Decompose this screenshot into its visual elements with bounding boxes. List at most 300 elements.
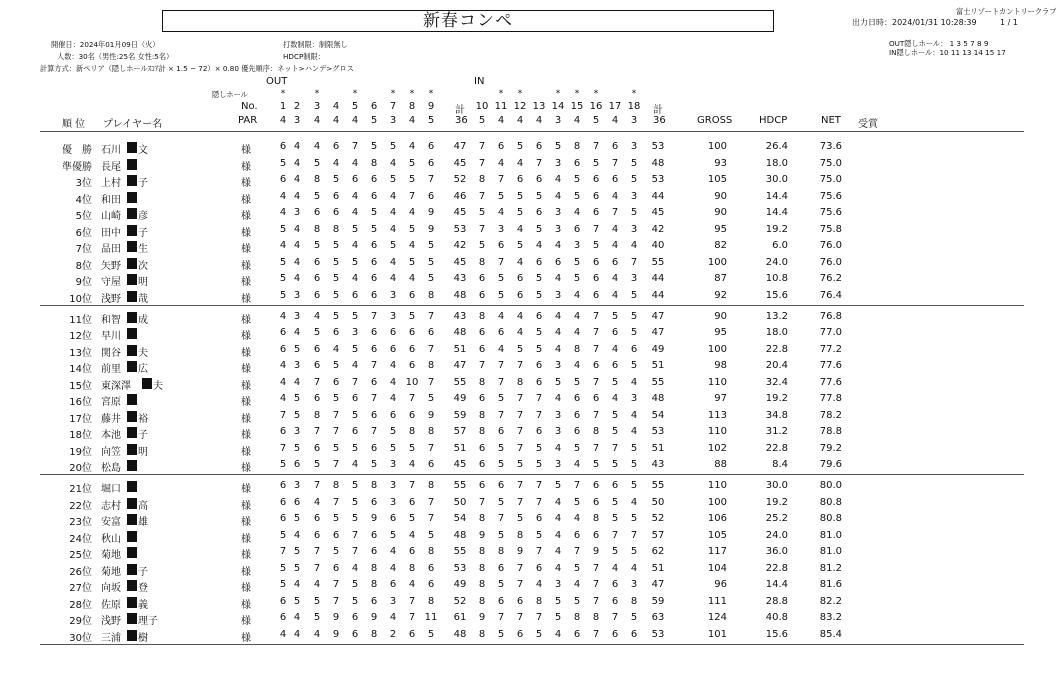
player-lastname: 志村 [101, 501, 121, 512]
hole-score: 3 [630, 191, 638, 202]
hdcp-value: 25.2 [765, 513, 788, 524]
net-score: 75.6 [819, 191, 842, 202]
in-total: 62 [651, 546, 665, 557]
player-given-name: 次 [138, 261, 148, 272]
hole-score: 4 [516, 257, 524, 268]
rank-label: 26位 [69, 567, 92, 578]
player-lastname: 浅野 [101, 294, 121, 305]
hole-score: 6 [313, 290, 321, 301]
hole-score: 6 [293, 459, 301, 470]
hole-score: 6 [592, 257, 600, 268]
hole-score: 4 [389, 360, 397, 371]
hole-score: 4 [389, 191, 397, 202]
hole-score: 7 [427, 513, 435, 524]
gross-score: 110 [707, 377, 727, 388]
hole-score: 4 [389, 273, 397, 284]
hole-score: 4 [389, 158, 397, 169]
player-given-name: 高 [138, 501, 148, 512]
hole-score: 4 [611, 191, 619, 202]
hole-score: 4 [554, 191, 562, 202]
hole-score: 4 [313, 579, 321, 590]
gross-score: 111 [707, 596, 727, 607]
hole-score: 7 [313, 377, 321, 388]
hole-score: 7 [279, 546, 287, 557]
hole-score: 6 [313, 344, 321, 355]
redacted-name-block [127, 225, 137, 236]
rank-label: 10位 [69, 294, 92, 305]
out-total: 45 [453, 459, 467, 470]
hole-number: 16 [589, 101, 603, 112]
hole-score: 4 [293, 174, 301, 185]
hole-score: 6 [592, 497, 600, 508]
gross-score: 98 [714, 360, 727, 371]
out-total: 46 [453, 191, 467, 202]
hole-score: 7 [478, 224, 486, 235]
rank-label: 21位 [69, 484, 92, 495]
redacted-name-block [127, 427, 137, 438]
hole-score: 6 [427, 327, 435, 338]
hole-score: 4 [408, 141, 416, 152]
hole-score: 8 [427, 480, 435, 491]
hole-score: 5 [370, 224, 378, 235]
in-total: 43 [651, 459, 665, 470]
hole-score: 5 [313, 191, 321, 202]
honorific: 様 [241, 244, 251, 255]
hole-score: 5 [497, 497, 505, 508]
player-lastname: 関谷 [101, 348, 121, 359]
hole-score: 8 [370, 629, 378, 640]
hole-score: 5 [351, 257, 359, 268]
out-total: 52 [453, 596, 467, 607]
hole-score: 4 [351, 273, 359, 284]
rank-label: 25位 [69, 550, 92, 561]
player-given-name: 夫 [153, 381, 163, 392]
hole-score: 3 [389, 596, 397, 607]
hole-score: 5 [293, 344, 301, 355]
in-total: 40 [651, 240, 665, 251]
hole-score: 6 [573, 530, 581, 541]
rank-label: 9位 [75, 277, 92, 288]
hole-par: 4 [611, 115, 619, 126]
hdcp-value: 14.4 [765, 207, 788, 218]
hole-score: 4 [573, 207, 581, 218]
hole-score: 4 [554, 240, 562, 251]
hole-score: 6 [293, 497, 301, 508]
hole-score: 6 [535, 513, 543, 524]
hole-score: 7 [427, 311, 435, 322]
hole-score: 6 [535, 174, 543, 185]
hole-score: 4 [554, 443, 562, 454]
hole-score: 5 [389, 174, 397, 185]
hole-score: 6 [516, 174, 524, 185]
hole-score: 4 [389, 377, 397, 388]
out-total-header: 計 [455, 105, 465, 116]
hole-score: 6 [592, 480, 600, 491]
hole-score: 5 [573, 563, 581, 574]
hole-score: 7 [497, 612, 505, 623]
net-score: 81.2 [819, 563, 842, 574]
redacted-name-block [127, 291, 137, 302]
hole-score: 4 [573, 311, 581, 322]
hole-score: 7 [497, 174, 505, 185]
redacted-name-block [127, 394, 137, 405]
hole-score: 6 [611, 174, 619, 185]
hole-score: 4 [573, 459, 581, 470]
hole-score: 6 [389, 410, 397, 421]
hole-score: 6 [573, 426, 581, 437]
hole-score: 5 [611, 459, 619, 470]
hole-score: 6 [497, 327, 505, 338]
event-date: 開催日：2024年01月09日（火） [51, 40, 160, 49]
hole-score: 4 [293, 612, 301, 623]
hole-score: 6 [535, 360, 543, 371]
hole-score: 7 [370, 393, 378, 404]
hole-score: 4 [516, 158, 524, 169]
hole-score: 4 [611, 393, 619, 404]
hole-score: 4 [554, 273, 562, 284]
hole-score: 3 [630, 579, 638, 590]
hole-score: 6 [370, 257, 378, 268]
hole-score: 5 [535, 443, 543, 454]
gross-score: 101 [707, 629, 727, 640]
hole-score: 5 [573, 443, 581, 454]
hole-number: 12 [513, 101, 527, 112]
hole-score: 5 [611, 426, 619, 437]
honorific: 様 [241, 315, 251, 326]
hole-score: 4 [554, 513, 562, 524]
hdcp-value: 30.0 [765, 174, 788, 185]
hole-score: 9 [370, 513, 378, 524]
rank-label: 7位 [75, 244, 92, 255]
in-total: 53 [651, 426, 665, 437]
hole-score: 6 [370, 273, 378, 284]
hole-score: 5 [351, 311, 359, 322]
hdcp-value: 18.0 [765, 158, 788, 169]
in-total: 55 [651, 480, 665, 491]
rank-label: 12位 [69, 331, 92, 342]
hole-score: 4 [630, 410, 638, 421]
hole-score: 6 [279, 513, 287, 524]
hole-score: 6 [370, 174, 378, 185]
hole-score: 6 [592, 360, 600, 371]
hole-score: 3 [554, 459, 562, 470]
hole-score: 5 [351, 497, 359, 508]
hole-score: 7 [535, 480, 543, 491]
hole-par: 3 [293, 115, 301, 126]
hole-score: 4 [611, 344, 619, 355]
in-total: 49 [651, 344, 665, 355]
hole-score: 6 [573, 158, 581, 169]
hole-number: 1 [279, 101, 287, 112]
hdcp-value: 10.8 [765, 273, 788, 284]
group-divider [40, 305, 1024, 306]
in-total: 44 [651, 273, 665, 284]
hole-score: 7 [573, 546, 581, 557]
hole-score: 4 [630, 563, 638, 574]
out-total: 45 [453, 257, 467, 268]
hole-score: 4 [554, 174, 562, 185]
hole-score: 6 [573, 629, 581, 640]
hole-score: 5 [408, 443, 416, 454]
in-label: IN [474, 76, 485, 87]
hole-score: 6 [516, 273, 524, 284]
rank-label: 24位 [69, 534, 92, 545]
hole-score: 6 [516, 290, 524, 301]
hole-score: 6 [313, 443, 321, 454]
honorific: 様 [241, 600, 251, 611]
hole-par: 5 [370, 115, 378, 126]
hole-score: 4 [293, 629, 301, 640]
hdcp-value: 19.2 [765, 224, 788, 235]
hole-score: 7 [332, 426, 340, 437]
hole-score: 6 [389, 344, 397, 355]
hole-score: 8 [630, 596, 638, 607]
in-total: 53 [651, 174, 665, 185]
hole-score: 7 [313, 546, 321, 557]
hole-score: 5 [516, 240, 524, 251]
hole-no-label: No. [241, 101, 258, 112]
hole-score: 6 [332, 530, 340, 541]
hole-score: 4 [389, 563, 397, 574]
hole-score: 6 [535, 426, 543, 437]
hole-score: 4 [279, 207, 287, 218]
hole-score: 6 [332, 327, 340, 338]
hole-score: 7 [351, 377, 359, 388]
hole-score: 7 [478, 158, 486, 169]
in-total: 48 [651, 393, 665, 404]
hole-score: 6 [535, 377, 543, 388]
hole-score: 5 [313, 459, 321, 470]
hole-score: 8 [573, 344, 581, 355]
honorific: 様 [241, 397, 251, 408]
hole-score: 6 [313, 273, 321, 284]
rank-label: 8位 [75, 261, 92, 272]
hole-score: 5 [427, 629, 435, 640]
player-lastname: 菊地 [101, 550, 121, 561]
hole-score: 7 [592, 141, 600, 152]
hole-score: 6 [351, 426, 359, 437]
hole-number: 9 [427, 101, 435, 112]
hole-score: 6 [535, 207, 543, 218]
hole-score: 9 [516, 546, 524, 557]
hole-score: 7 [535, 546, 543, 557]
player-lastname: 藤井 [101, 414, 121, 425]
hole-score: 4 [293, 141, 301, 152]
net-score: 79.6 [819, 459, 842, 470]
hole-score: 6 [478, 393, 486, 404]
hdcp-value: 28.8 [765, 596, 788, 607]
player-lastname: 和田 [101, 195, 121, 206]
player-given-name: 明 [138, 447, 148, 458]
hole-score: 7 [478, 360, 486, 371]
hole-score: 4 [497, 311, 505, 322]
hole-score: 6 [478, 273, 486, 284]
redacted-name-block [127, 258, 137, 269]
redacted-name-block [127, 142, 137, 153]
hdcp-limit: HDCP制限： [283, 52, 325, 61]
rank-label: 5位 [75, 211, 92, 222]
hole-score: 5 [611, 497, 619, 508]
hole-score: 5 [535, 273, 543, 284]
hole-score: 7 [279, 443, 287, 454]
player-lastname: 早川 [101, 331, 121, 342]
hole-score: 7 [497, 360, 505, 371]
hdcp-value: 26.4 [765, 141, 788, 152]
gross-score: 117 [707, 546, 727, 557]
honorific: 様 [241, 567, 251, 578]
player-lastname: 向坂 [101, 583, 121, 594]
hole-score: 5 [535, 344, 543, 355]
hole-score: 4 [389, 546, 397, 557]
honorific: 様 [241, 162, 251, 173]
hole-score: 6 [611, 629, 619, 640]
player-lastname: 石川 [101, 145, 121, 156]
gross-score: 97 [714, 393, 727, 404]
hole-score: 6 [370, 443, 378, 454]
in-total: 55 [651, 377, 665, 388]
hole-score: 5 [332, 443, 340, 454]
hidden-hole-mark: * [593, 89, 599, 99]
redacted-name-block [127, 481, 137, 492]
hole-score: 5 [535, 629, 543, 640]
hole-score: 5 [293, 410, 301, 421]
out-total: 43 [453, 311, 467, 322]
gross-score: 100 [707, 497, 727, 508]
hdcp-value: 14.4 [765, 191, 788, 202]
hole-score: 5 [332, 290, 340, 301]
out-total: 53 [453, 563, 467, 574]
hole-score: 6 [408, 497, 416, 508]
hole-score: 7 [427, 174, 435, 185]
hole-score: 4 [313, 497, 321, 508]
hole-score: 5 [408, 513, 416, 524]
hole-score: 5 [573, 191, 581, 202]
hole-score: 7 [370, 426, 378, 437]
in-total: 45 [651, 207, 665, 218]
rank-label: 3位 [75, 178, 92, 189]
rank-label: 4位 [75, 195, 92, 206]
hole-score: 7 [611, 207, 619, 218]
player-given-name: 樹 [138, 633, 148, 644]
out-total: 51 [453, 344, 467, 355]
hole-score: 3 [554, 579, 562, 590]
hole-score: 4 [279, 240, 287, 251]
hole-score: 5 [293, 393, 301, 404]
redacted-name-block [127, 411, 137, 422]
rank-label: 22位 [69, 501, 92, 512]
hole-score: 5 [592, 459, 600, 470]
hole-score: 5 [332, 174, 340, 185]
hole-score: 6 [313, 513, 321, 524]
net-score: 79.2 [819, 443, 842, 454]
hole-score: 5 [389, 530, 397, 541]
hdcp-value: 22.8 [765, 563, 788, 574]
hole-score: 4 [351, 207, 359, 218]
gross-score: 88 [714, 459, 727, 470]
hole-score: 6 [497, 563, 505, 574]
rank-label: 19位 [69, 447, 92, 458]
hole-score: 7 [427, 344, 435, 355]
out-total: 53 [453, 224, 467, 235]
hole-score: 4 [611, 240, 619, 251]
redacted-name-block [127, 312, 137, 323]
hole-score: 7 [592, 596, 600, 607]
hole-score: 5 [389, 443, 397, 454]
hole-score: 3 [389, 480, 397, 491]
hole-score: 5 [279, 158, 287, 169]
hole-score: 4 [293, 377, 301, 388]
hole-score: 5 [516, 141, 524, 152]
gross-score: 95 [714, 327, 727, 338]
in-total: 63 [651, 612, 665, 623]
player-lastname: 宮原 [101, 397, 121, 408]
hole-score: 8 [478, 513, 486, 524]
hole-score: 7 [313, 563, 321, 574]
hole-score: 5 [408, 158, 416, 169]
hole-score: 6 [279, 344, 287, 355]
hole-score: 6 [478, 344, 486, 355]
rank-label: 11位 [69, 315, 92, 326]
hole-score: 7 [313, 426, 321, 437]
hole-score: 6 [611, 257, 619, 268]
hole-score: 5 [535, 290, 543, 301]
hole-score: 7 [351, 546, 359, 557]
hole-score: 7 [535, 410, 543, 421]
honorific: 様 [241, 364, 251, 375]
honorific: 様 [241, 228, 251, 239]
gross-score: 104 [707, 563, 727, 574]
hole-score: 7 [592, 563, 600, 574]
hole-score: 5 [370, 207, 378, 218]
hole-score: 3 [293, 360, 301, 371]
hidden-hole-mark: * [409, 89, 415, 99]
hole-score: 7 [592, 443, 600, 454]
hole-score: 8 [573, 141, 581, 152]
hdcp-value: 34.8 [765, 410, 788, 421]
hole-score: 5 [497, 579, 505, 590]
hole-score: 4 [630, 426, 638, 437]
hole-score: 7 [408, 612, 416, 623]
hole-score: 5 [516, 344, 524, 355]
honorific: 様 [241, 261, 251, 272]
hole-score: 5 [497, 393, 505, 404]
rank-label: 28位 [69, 600, 92, 611]
output-datetime-value: 2024/01/31 10:28:39 [892, 18, 977, 27]
hole-score: 3 [389, 290, 397, 301]
hole-score: 3 [497, 224, 505, 235]
in-total: 44 [651, 290, 665, 301]
hole-par: 3 [389, 115, 397, 126]
hole-score: 5 [516, 207, 524, 218]
hole-score: 8 [516, 530, 524, 541]
hole-score: 5 [313, 596, 321, 607]
player-given-name: 登 [138, 583, 148, 594]
hdcp-value: 19.2 [765, 393, 788, 404]
hdcp-value: 40.8 [765, 612, 788, 623]
hole-score: 4 [573, 579, 581, 590]
hole-score: 9 [478, 612, 486, 623]
hole-score: 5 [351, 344, 359, 355]
hole-score: 5 [573, 174, 581, 185]
out-label: OUT [266, 76, 288, 87]
hole-score: 8 [535, 596, 543, 607]
hole-score: 6 [313, 207, 321, 218]
hole-score: 3 [630, 393, 638, 404]
in-total: 50 [651, 497, 665, 508]
hole-score: 7 [427, 377, 435, 388]
hole-score: 3 [389, 459, 397, 470]
hole-score: 5 [535, 530, 543, 541]
